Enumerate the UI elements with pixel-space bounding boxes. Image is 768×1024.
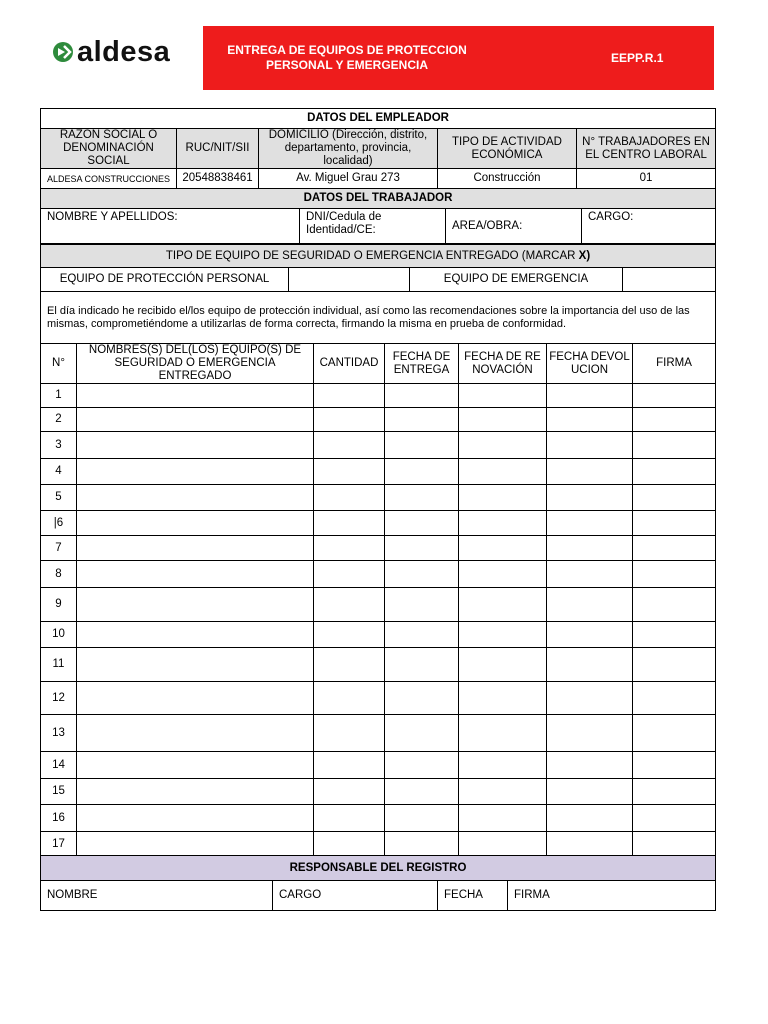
table-cell[interactable] <box>385 752 459 779</box>
table-row <box>41 779 716 805</box>
table-cell[interactable] <box>385 511 459 536</box>
table-row <box>41 715 716 752</box>
row-number: 12 <box>41 682 77 715</box>
row-number: 9 <box>41 588 77 622</box>
table-cell[interactable] <box>314 715 385 752</box>
row-number: 16 <box>41 805 77 832</box>
table-cell[interactable] <box>385 805 459 832</box>
table-cell[interactable] <box>459 384 547 408</box>
table-cell[interactable] <box>385 536 459 561</box>
table-cell[interactable] <box>314 682 385 715</box>
responsible-position-field[interactable]: CARGO <box>273 881 438 911</box>
table-row <box>41 588 716 622</box>
table-cell[interactable] <box>547 485 633 511</box>
col-header-signature: FIRMA <box>633 344 716 384</box>
table-cell[interactable] <box>633 485 716 511</box>
table-cell[interactable] <box>459 715 547 752</box>
table-row <box>41 832 716 858</box>
equipment-type-title-text: TIPO DE EQUIPO DE SEGURIDAD O EMERGENCIA ENTREGADO (MARCAR <box>165 249 576 262</box>
table-cell[interactable] <box>385 561 459 588</box>
table-cell[interactable] <box>77 561 314 588</box>
table-cell[interactable] <box>459 588 547 622</box>
table-cell[interactable] <box>633 536 716 561</box>
table-cell[interactable] <box>633 384 716 408</box>
equipment-type-table <box>40 244 716 344</box>
table-cell[interactable] <box>633 511 716 536</box>
table-cell[interactable] <box>459 622 547 648</box>
table-cell[interactable] <box>547 432 633 459</box>
employer-section-title: DATOS DEL EMPLEADOR <box>41 109 716 129</box>
table-row <box>41 648 716 682</box>
table-cell[interactable] <box>314 648 385 682</box>
table-cell[interactable] <box>547 536 633 561</box>
table-cell[interactable] <box>459 805 547 832</box>
row-number: 1 <box>41 384 77 408</box>
table-cell[interactable] <box>547 752 633 779</box>
table-cell[interactable] <box>77 805 314 832</box>
table-cell[interactable] <box>547 832 633 858</box>
table-cell[interactable] <box>77 622 314 648</box>
responsible-date-field[interactable]: FECHA <box>438 881 508 911</box>
equipment-type-title <box>41 245 716 268</box>
col-header-number: N° <box>41 344 77 384</box>
table-cell[interactable] <box>547 511 633 536</box>
table-cell[interactable] <box>459 682 547 715</box>
table-cell[interactable] <box>314 588 385 622</box>
row-number: 4 <box>41 459 77 485</box>
table-cell[interactable] <box>314 408 385 432</box>
option-emergency-checkbox[interactable] <box>623 268 716 292</box>
table-cell[interactable] <box>459 832 547 858</box>
row-number: 5 <box>41 485 77 511</box>
table-cell[interactable] <box>77 384 314 408</box>
table-row <box>41 536 716 561</box>
employer-ruc-value: 20548838461 <box>177 169 259 189</box>
table-row <box>41 561 716 588</box>
equipment-type-mark: X) <box>578 249 591 262</box>
col-header-quantity: CANTIDAD <box>314 344 385 384</box>
table-cell[interactable] <box>633 561 716 588</box>
table-row <box>41 805 716 832</box>
table-cell[interactable] <box>633 779 716 805</box>
table-cell[interactable] <box>459 511 547 536</box>
row-number: 3 <box>41 432 77 459</box>
employer-workers-value: 01 <box>577 169 716 189</box>
table-cell[interactable] <box>314 384 385 408</box>
table-cell[interactable] <box>547 408 633 432</box>
table-cell[interactable] <box>547 459 633 485</box>
table-cell[interactable] <box>77 752 314 779</box>
table-cell[interactable] <box>77 432 314 459</box>
items-table <box>40 343 716 858</box>
col-header-renewal-date: FECHA DE RENOVACIÓN <box>459 344 547 384</box>
table-cell[interactable] <box>385 408 459 432</box>
employer-header-ruc: RUC/NIT/SII <box>177 129 259 169</box>
title-banner <box>203 26 714 90</box>
col-header-equipment: NOMBRES(S) DEL(LOS) EQUIPO(S) DE SEGURIDAD O EMERGENCIA ENTREGADO <box>77 344 314 384</box>
table-cell[interactable] <box>77 485 314 511</box>
col-header-return-date: FECHA DEVOLUCION <box>547 344 633 384</box>
table-cell[interactable] <box>633 832 716 858</box>
table-cell[interactable] <box>314 459 385 485</box>
table-cell[interactable] <box>547 648 633 682</box>
table-cell[interactable] <box>385 485 459 511</box>
table-cell[interactable] <box>547 588 633 622</box>
employer-activity-value: Construcción <box>438 169 577 189</box>
row-number: |6 <box>41 511 77 536</box>
col-header-delivery-date: FECHA DE ENTREGA <box>385 344 459 384</box>
table-cell[interactable] <box>314 622 385 648</box>
row-number: 17 <box>41 832 77 858</box>
worker-position-field[interactable]: CARGO: <box>582 209 716 244</box>
table-cell[interactable] <box>547 682 633 715</box>
table-cell[interactable] <box>314 561 385 588</box>
row-number: 10 <box>41 622 77 648</box>
table-cell[interactable] <box>314 511 385 536</box>
table-cell[interactable] <box>459 432 547 459</box>
table-row <box>41 622 716 648</box>
row-number: 15 <box>41 779 77 805</box>
table-cell[interactable] <box>547 384 633 408</box>
logo-text: aldesa <box>77 36 171 68</box>
table-cell[interactable] <box>385 682 459 715</box>
table-cell[interactable] <box>385 588 459 622</box>
worker-id-field[interactable]: DNI/Cedula de Identidad/CE: <box>300 209 446 244</box>
table-cell[interactable] <box>77 648 314 682</box>
table-cell[interactable] <box>459 485 547 511</box>
table-cell[interactable] <box>314 485 385 511</box>
table-cell[interactable] <box>547 779 633 805</box>
table-cell[interactable] <box>633 432 716 459</box>
table-cell[interactable] <box>385 384 459 408</box>
table-cell[interactable] <box>459 561 547 588</box>
table-cell[interactable] <box>77 588 314 622</box>
row-number: 14 <box>41 752 77 779</box>
table-cell[interactable] <box>385 832 459 858</box>
table-cell[interactable] <box>459 779 547 805</box>
employer-header-activity: TIPO DE ACTIVIDAD ECONÓMICA <box>438 129 577 169</box>
row-number: 11 <box>41 648 77 682</box>
table-cell[interactable] <box>77 715 314 752</box>
table-cell[interactable] <box>459 408 547 432</box>
row-number: 2 <box>41 408 77 432</box>
table-cell[interactable] <box>77 779 314 805</box>
employer-header-address: DOMICILIO (Dirección, distrito, departamento, provincia, localidad) <box>259 129 438 169</box>
table-cell[interactable] <box>385 779 459 805</box>
aldesa-logo-icon <box>52 39 74 65</box>
row-number: 8 <box>41 561 77 588</box>
worker-area-field[interactable]: AREA/OBRA: <box>446 209 582 244</box>
table-row <box>41 459 716 485</box>
table-cell[interactable] <box>314 779 385 805</box>
table-cell[interactable] <box>547 622 633 648</box>
row-number: 13 <box>41 715 77 752</box>
table-row <box>41 752 716 779</box>
employer-table <box>40 108 716 189</box>
responsible-signature-field[interactable]: FIRMA <box>508 881 716 911</box>
table-cell[interactable] <box>547 805 633 832</box>
option-ppe-label: EQUIPO DE PROTECCIÓN PERSONAL <box>41 268 289 292</box>
employer-name-value: ALDESA CONSTRUCCIONES <box>41 169 177 189</box>
table-cell[interactable] <box>633 588 716 622</box>
form-code: EEPP.R.1 <box>611 51 664 65</box>
table-cell[interactable] <box>77 408 314 432</box>
table-row <box>41 384 716 408</box>
table-cell[interactable] <box>385 432 459 459</box>
table-cell[interactable] <box>633 715 716 752</box>
table-cell[interactable] <box>314 832 385 858</box>
worker-name-field[interactable]: NOMBRE Y APELLIDOS: <box>41 209 300 244</box>
employer-header-workers: N° TRABAJADORES EN EL CENTRO LABORAL <box>577 129 716 169</box>
table-cell[interactable] <box>77 511 314 536</box>
table-cell[interactable] <box>459 648 547 682</box>
table-row <box>41 408 716 432</box>
table-row <box>41 511 716 536</box>
responsible-table <box>40 855 716 911</box>
worker-section-title: DATOS DEL TRABAJADOR <box>41 189 716 209</box>
table-cell[interactable] <box>459 459 547 485</box>
responsible-name-field[interactable]: NOMBRE <box>41 881 273 911</box>
row-number: 7 <box>41 536 77 561</box>
table-cell[interactable] <box>633 682 716 715</box>
table-cell[interactable] <box>77 682 314 715</box>
table-cell[interactable] <box>633 648 716 682</box>
employer-address-value: Av. Miguel Grau 273 <box>259 169 438 189</box>
table-cell[interactable] <box>314 536 385 561</box>
table-row <box>41 432 716 459</box>
table-cell[interactable] <box>385 622 459 648</box>
table-cell[interactable] <box>77 536 314 561</box>
table-cell[interactable] <box>547 715 633 752</box>
worker-table <box>40 188 716 244</box>
option-ppe-checkbox[interactable] <box>289 268 410 292</box>
table-cell[interactable] <box>459 536 547 561</box>
table-cell[interactable] <box>314 805 385 832</box>
table-cell[interactable] <box>547 561 633 588</box>
table-cell[interactable] <box>633 805 716 832</box>
option-emergency-label: EQUIPO DE EMERGENCIA <box>410 268 623 292</box>
employer-header-name: RAZÓN SOCIAL O DENOMINACIÓN SOCIAL <box>41 129 177 169</box>
table-cell[interactable] <box>385 459 459 485</box>
table-cell[interactable] <box>314 432 385 459</box>
declaration-text: El día indicado he recibido el/los equipo de protección individual, así como las recomendaciones sobre la importancia del uso de las mismas, comprometiéndome a utilizarlas de forma correcta, firmando la misma en prueba de conformidad. <box>41 292 716 344</box>
table-cell[interactable] <box>459 752 547 779</box>
table-row <box>41 485 716 511</box>
company-logo <box>52 36 170 68</box>
form-title: ENTREGA DE EQUIPOS DE PROTECCION PERSONAL Y EMERGENCIA <box>227 43 467 72</box>
table-cell[interactable] <box>385 648 459 682</box>
table-cell[interactable] <box>633 622 716 648</box>
table-cell[interactable] <box>633 752 716 779</box>
table-cell[interactable] <box>633 459 716 485</box>
table-cell[interactable] <box>314 752 385 779</box>
table-cell[interactable] <box>77 832 314 858</box>
table-cell[interactable] <box>385 715 459 752</box>
table-row <box>41 682 716 715</box>
responsible-section-title: RESPONSABLE DEL REGISTRO <box>41 856 716 881</box>
table-cell[interactable] <box>633 408 716 432</box>
table-cell[interactable] <box>77 459 314 485</box>
